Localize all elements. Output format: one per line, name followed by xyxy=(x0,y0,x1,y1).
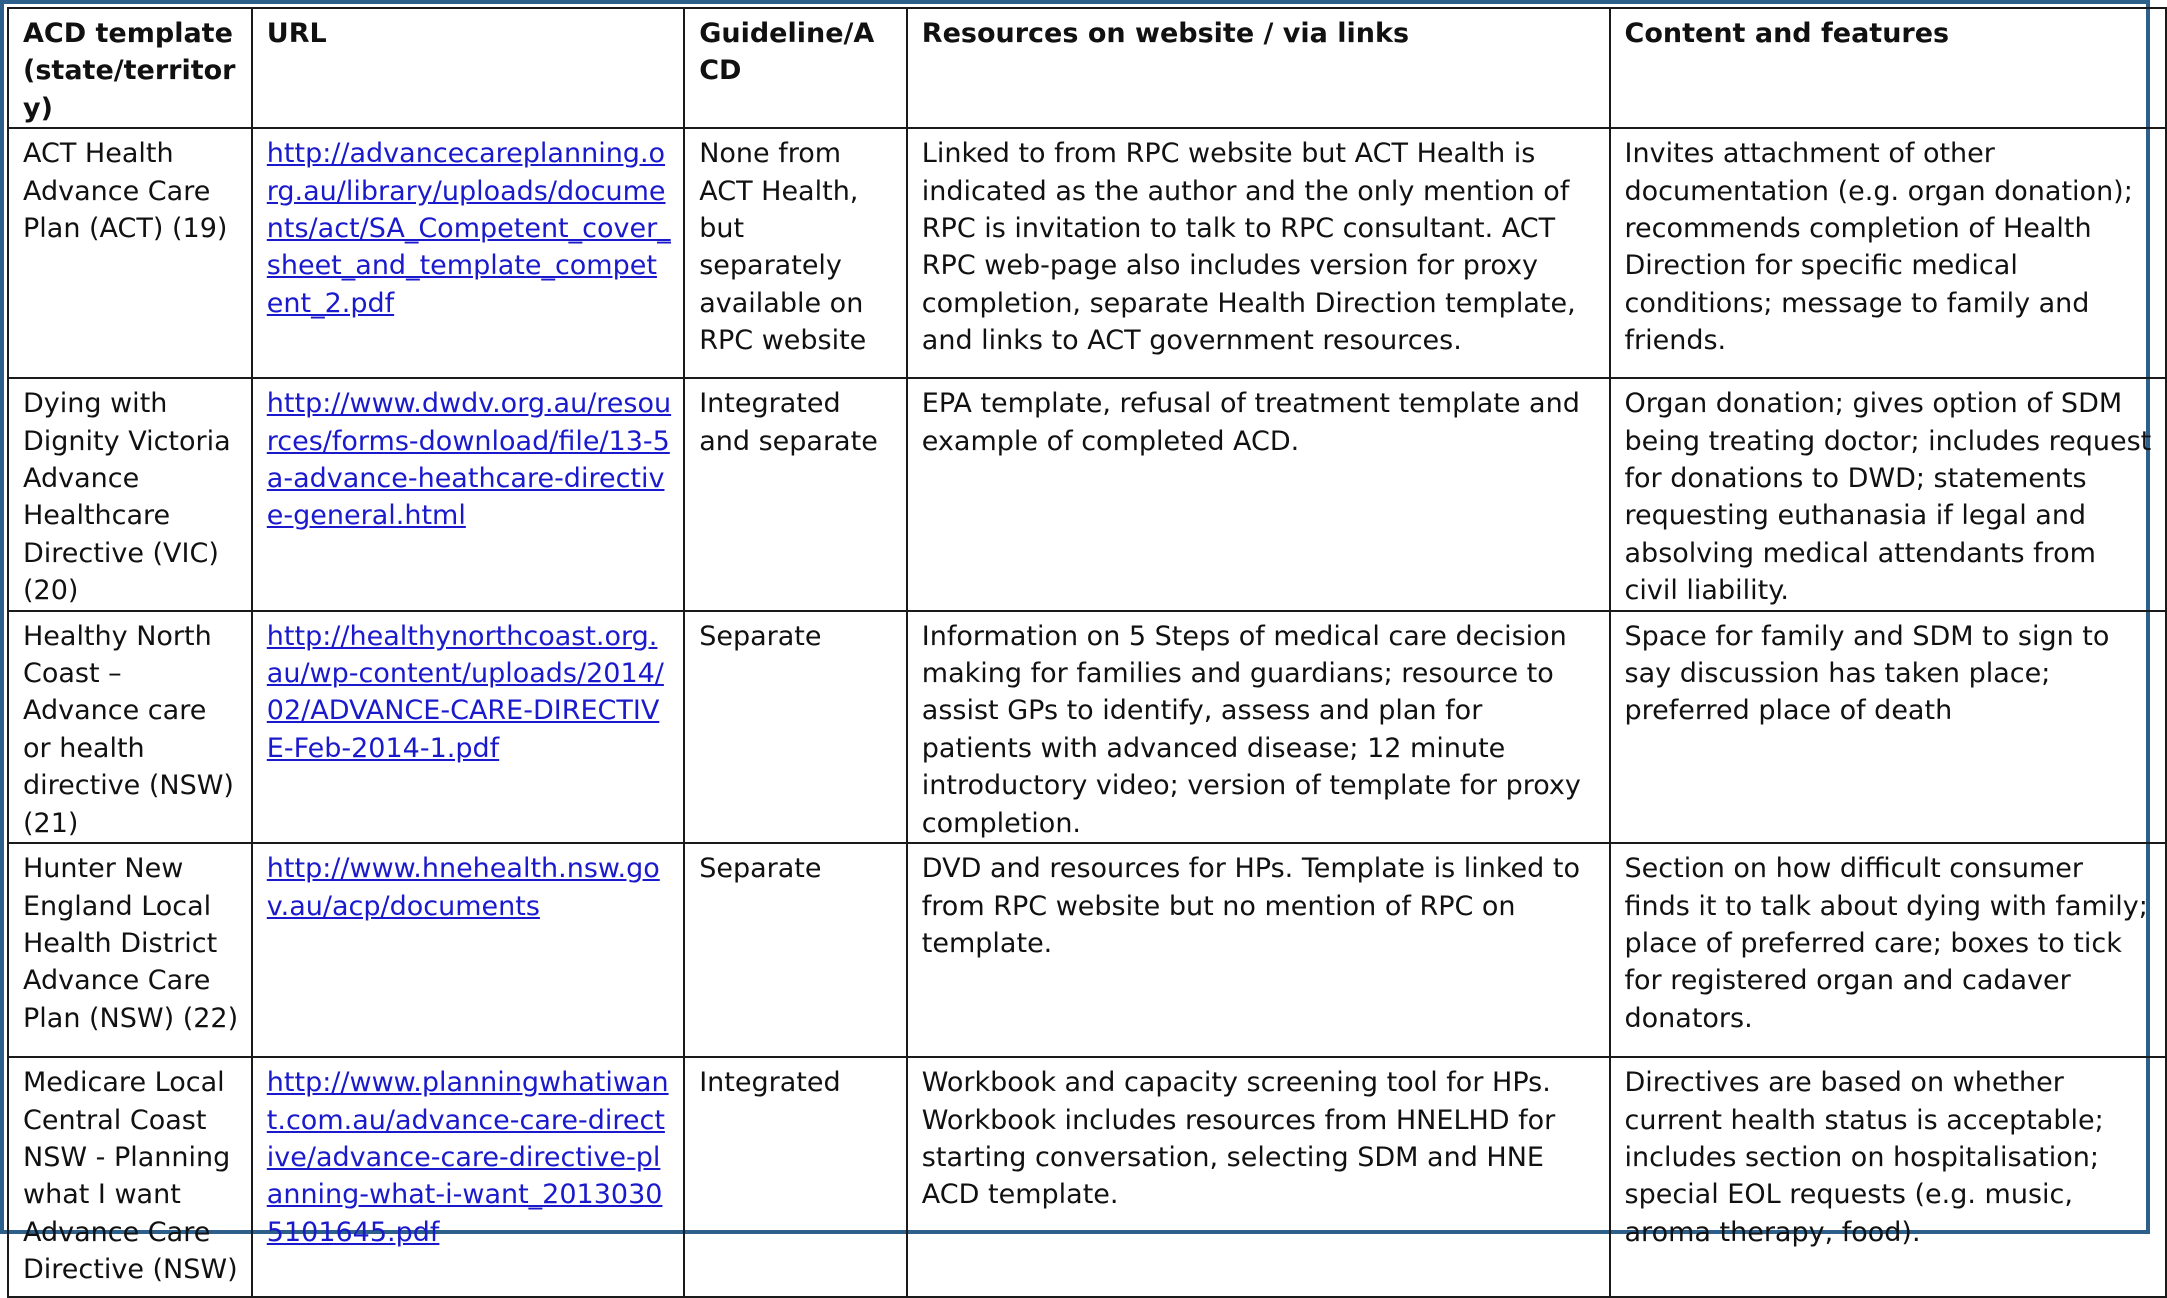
header-resources: Resources on website / via links xyxy=(907,8,1610,128)
url-link[interactable]: http://healthynorthcoast.org.au/wp-content/uploads/2014/02/ADVANCE-CARE-DIRECTIVE-Feb-2014-1.pdf xyxy=(266,620,664,764)
content-cell: Directives are based on whether current health status is acceptable; includes section on hospitalisation; special EOL requests (e.g. music, aroma therapy, food). xyxy=(1610,1057,2166,1297)
header-url: URL xyxy=(252,8,684,128)
url-cell xyxy=(252,843,684,1057)
url-link[interactable]: http://advancecareplanning.org.au/library/uploads/documents/act/SA_Competent_cover_sheet_and_template_competent_2.pdf xyxy=(266,138,671,319)
guideline-cell: Integrated and separate xyxy=(684,378,907,610)
url-cell xyxy=(252,378,684,610)
url-cell xyxy=(252,1057,684,1297)
resources-cell: Linked to from RPC website but ACT Health is indicated as the author and the only mention of RPC is invitation to talk to RPC consultant. ACT RPC web-page also includes version for proxy completion, separate Health Direction template, and links to ACT government resources. xyxy=(907,128,1610,378)
table-row xyxy=(8,128,2166,378)
table-row xyxy=(8,1057,2166,1297)
guideline-cell: Integrated xyxy=(684,1057,907,1297)
url-cell xyxy=(252,128,684,378)
content-cell: Organ donation; gives option of SDM being treating doctor; includes request for donations to DWD; statements requesting euthanasia if legal and absolving medical attendants from civil liability. xyxy=(1610,378,2166,610)
url-link[interactable]: http://www.dwdv.org.au/resources/forms-download/file/13-5a-advance-heathcare-directive-general.html xyxy=(266,388,672,532)
template-cell: ACT Health Advance Care Plan (ACT) (19) xyxy=(8,128,252,378)
content-cell: Section on how difficult consumer finds it to talk about dying with family; place of preferred care; boxes to tick for registered organ and cadaver donators. xyxy=(1610,843,2166,1057)
template-cell: Hunter New England Local Health District Advance Care Plan (NSW) (22) xyxy=(8,843,252,1057)
url-link[interactable]: http://www.hnehealth.nsw.gov.au/acp/documents xyxy=(266,853,660,922)
template-cell: Dying with Dignity Victoria Advance Healthcare Directive (VIC) (20) xyxy=(8,378,252,610)
content-cell: Invites attachment of other documentation (e.g. organ donation); recommends completion of Health Direction for specific medical conditions; message to family and friends. xyxy=(1610,128,2166,378)
url-cell xyxy=(252,611,684,843)
table-row xyxy=(8,378,2166,610)
header-content: Content and features xyxy=(1610,8,2166,128)
resources-cell: EPA template, refusal of treatment template and example of completed ACD. xyxy=(907,378,1610,610)
header-guideline: Guideline/ACD xyxy=(684,8,907,128)
url-link[interactable]: http://www.planningwhatiwant.com.au/advance-care-directive/advance-care-directive-planning-what-i-want_20130305101645.pdf xyxy=(266,1067,669,1248)
resources-cell: Workbook and capacity screening tool for HPs. Workbook includes resources from HNELHD for starting conversation, selecting SDM and HNE ACD template. xyxy=(907,1057,1610,1297)
template-cell: Medicare Local Central Coast NSW - Planning what I want Advance Care Directive (NSW) xyxy=(8,1057,252,1297)
content-cell: Space for family and SDM to sign to say discussion has taken place; preferred place of death xyxy=(1610,611,2166,843)
header-row xyxy=(8,8,2166,128)
header-template: ACD template (state/territory) xyxy=(8,8,252,128)
guideline-cell: Separate xyxy=(684,611,907,843)
resources-cell: Information on 5 Steps of medical care decision making for families and guardians; resource to assist GPs to identify, assess and plan for patients with advanced disease; 12 minute introductory video; version of template for proxy completion. xyxy=(907,611,1610,843)
table-row xyxy=(8,611,2166,843)
guideline-cell: Separate xyxy=(684,843,907,1057)
resources-cell: DVD and resources for HPs. Template is linked to from RPC website but no mention of RPC on template. xyxy=(907,843,1610,1057)
table-row xyxy=(8,843,2166,1057)
guideline-cell: None from ACT Health, but separately available on RPC website xyxy=(684,128,907,378)
acd-template-table xyxy=(7,7,2167,1298)
template-cell: Healthy North Coast – Advance care or health directive (NSW) (21) xyxy=(8,611,252,843)
